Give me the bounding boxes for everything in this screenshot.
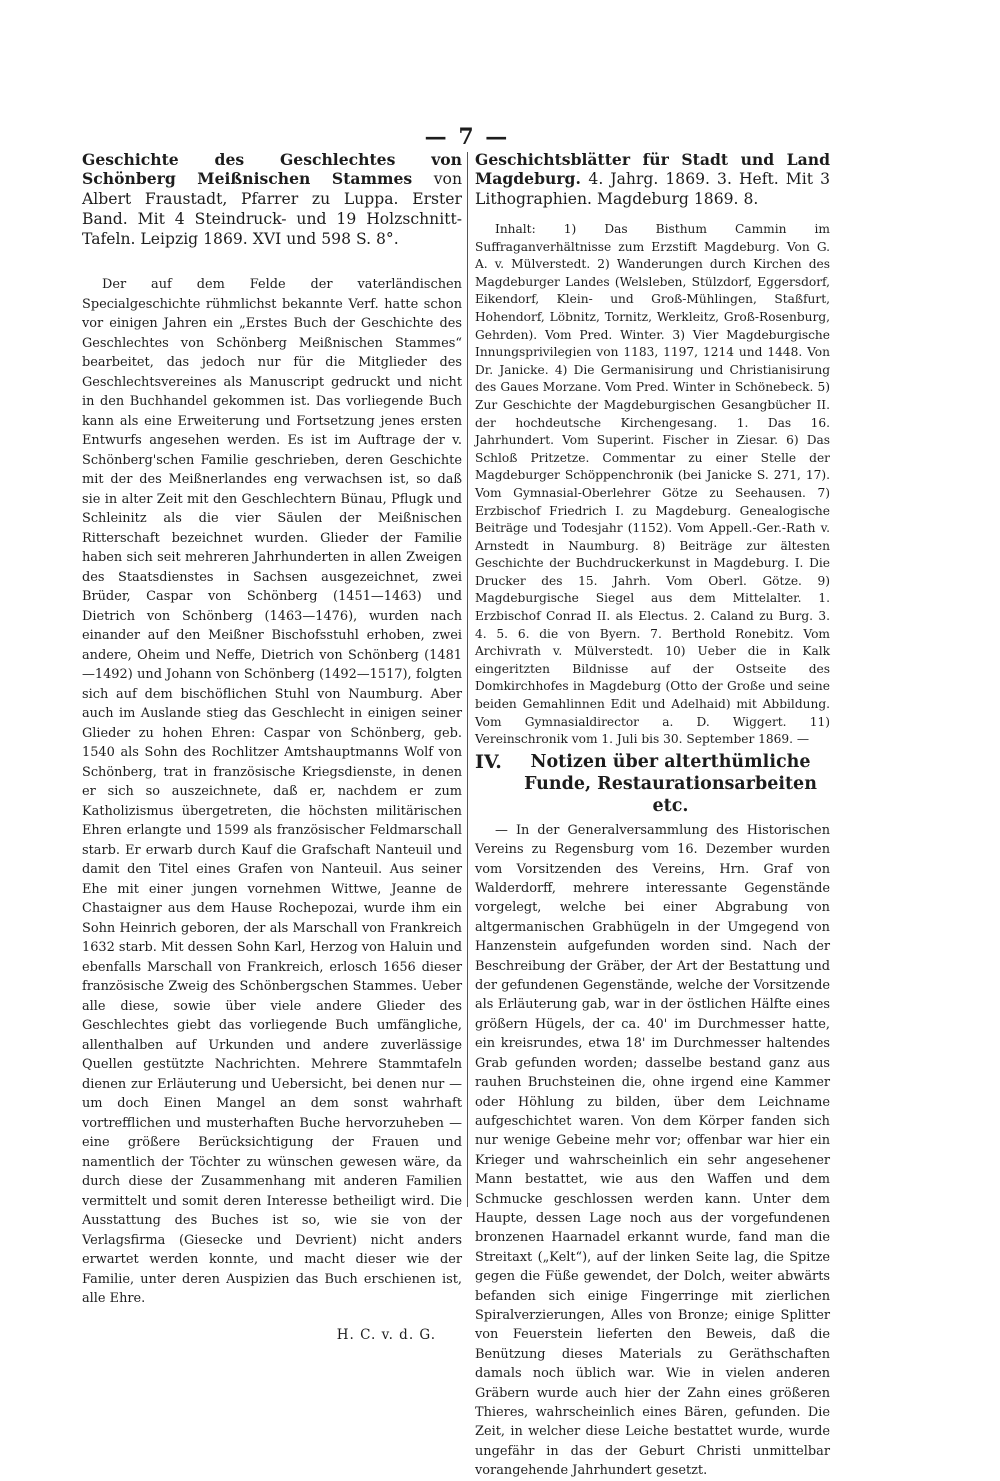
journal-bibliographic-details: 4. Jahrg. 1869. 3. Heft. Mit 3 Lithographien. Magdeburg 1869. 8. (475, 170, 830, 208)
review-signature: H. C. v. d. G. (336, 1326, 436, 1343)
book-title: Geschichte des Geschlechtes von Schönberg Meißnischen Stammes (82, 150, 462, 188)
journal-contents: Inhalt: 1) Das Bisthum Cammin im Suffraganverhältnisse zum Erzstift Magdeburg. Von G. A. v. Mülverstedt. 2) Wanderungen durch Kirchen des Magdeburger Landes (Welsleben, Stülzdorf, Eggersdorf, Eikendorf, Klein- und Groß-Mühlingen, Staßfurt, Hohendorf, Löbnitz, Tornitz, Werkleitz, Groß-Rosenburg, Gehrden). Vom Pred. Winter. 3) Vier Magdeburgische Innungsprivilegien von 1183, 1197, 1214 und 1448. Von Dr. Janicke. 4) Die Germanisirung und Christianisirung des Gaues Morzane. Vom Pred. Winter in Schönebeck. 5) Zur Geschichte der Magdeburgischen Gesangbücher II. der hochdeutsche Kirchengesang. 1. Das 16. Jahrhundert. Vom Superint. Fischer in Ziesar. 6) Das Schloß Pritzetze. Commentar zu einer Stelle der Magdeburger Schöppenchronik (bei Janicke S. 271, 17). Vom Gymnasial-Oberlehrer Götze zu Seehausen. 7) Erzbischof Friedrich I. zu Magdeburg. Genealogische Beiträge und Todesjahr (1152). Vom Appell.-Ger.-Rath v. Arnstedt in Naumburg. 8) Beiträge zur ältesten Geschichte der Buchdruckerkunst in Magdeburg. I. Die Drucker des 15. Jahrh. Vom Oberl. Götze. 9) Magdeburgische Siegel aus dem Mittelalter. 1. Erzbischof Conrad II. als Electus. 2. Caland zu Burg. 3. 4. 5. 6. die von Byern. 7. Berthold Ronebitz. Vom Archivrath v. Mülverstedt. 10) Ueber die in Kalk eingeritzten Bildnisse auf der Ostseite des Domkirchhofes in Magdeburg (Otto der Große und seine beiden Gemahlinnen Edit und Adelhaid) mit Abbildung. Vom Gymnasialdirector a. D. Wiggert. 11) Vereinschronik vom 1. Juli bis 30. September 1869. — (475, 222, 830, 747)
column-divider (467, 152, 468, 1207)
book-review-text: Der auf dem Felde der vaterländischen Specialgeschichte rühmlichst bekannte Verf. hatte schon vor einigen Jahren ein „Erstes Buch der Geschichte des Geschlechtes von Schönberg Meißnischen Stammes“ bearbeitet, das jedoch nur für die Mitglieder des Geschlechtsvereines als Manuscript gedruckt und nicht in den Buchhandel gekommen ist. Das vorliegende Buch kann als eine Erweiterung und Fortsetzung jenes ersten Entwurfs angesehen werden. Es ist im Auftrage der v. Schönberg'schen Familie geschrieben, deren Geschichte mit der des Meißnerlandes eng verwachsen ist, so daß sie in alter Zeit mit den Geschlechtern Bünau, Pflugk und Schleinitz als die vier Säulen der Meißnischen Ritterschaft bezeichnet wurden. Glieder der Familie haben sich seit mehreren Jahrhunderten in allen Zweigen des Staatsdienstes in Sachsen ausgezeichnet, zwei Brüder, Caspar von Schönberg (1451—1463) und Dietrich von Schönberg (1463—1476), wurden nach einander auf den Meißner Bischofsstuhl erhoben, zwei andere, Oheim und Neffe, Dietrich von Schönberg (1481—1492) und Johann von Schönberg (1492—1517), folgten sich auf dem bischöflichen Stuhl von Naumburg. Aber auch im Auslande stieg das Geschlecht in einigen seiner Glieder zu hohen Ehren: Caspar von Schönberg, geb. 1540 als Sohn des Rochlitzer Amtshauptmanns Wolf von Schönberg, trat in französische Kriegsdienste, in denen er sich so auszeichnete, daß er, nachdem er zum Katholizismus übergetreten, die höchsten militärischen Ehren erlangte und 1599 als französischer Feldmarschall starb. Er erwarb durch Kauf die Grafschaft Nanteuil und damit den Titel eines Grafen von Nanteuil. Aus seiner Ehe mit einer jungen vornehmen Wittwe, Jeanne de Chastaigner aus dem Hause Rochepozai, wurde ihm ein Sohn Heinrich geboren, der als Marschall von Frankreich 1632 starb. Mit dessen Sohn Karl, Herzog von Haluin und ebenfalls Marschall von Frankreich, erlosch 1656 dieser französische Zweig des Schönbergschen Stammes. Ueber alle diese, sowie über viele andere Glieder des Geschlechtes giebt das vorliegende Buch umfängliche, allenthalben auf Urkunden und andere zuverlässige Quellen gestützte Nachrichten. Mehrere Stammtafeln dienen zur Erläuterung und Uebersicht, bei denen nur — um doch Einen Mangel an dem sonst wahrhaft vortrefflichen und musterhaften Buche hervorzuheben — eine größere Berücksichtigung der Frauen und namentlich der Töchter zu wünschen gewesen wäre, da durch diese der Zusammenhang mit anderen Familien vermittelt und somit deren Interesse betheiligt wird. Die Ausstattung des Buches ist so, wie sie von der Verlagsfirma (Giesecke und Devrient) nicht anders erwartet werden konnte, und macht dieser wie der Familie, unter deren Auspizien das Buch erschienen ist, alle Ehre. (82, 277, 462, 1306)
page-number: — 7 — (424, 124, 510, 150)
section-number: IV. (475, 750, 502, 773)
journal-review-heading (475, 150, 830, 209)
book-bibliographic-details: von Albert Fraustadt, Pfarrer zu Luppa. Erster Band. Mit 4 Steindruck- und 19 Holzschnitt-Tafeln. Leipzig 1869. XVI und 598 S. 8°. (82, 170, 462, 248)
book-review-heading (82, 150, 462, 249)
left-column (82, 150, 462, 1343)
section-heading (475, 751, 830, 817)
section-title: Notizen über alterthümliche Funde, Restaurationsarbeiten etc. (524, 751, 817, 816)
section-body-text: — In der Generalversammlung des Historischen Vereins zu Regensburg vom 16. Dezember wurden vom Vorsitzenden des Vereins, Hrn. Graf von Walderdorff, mehrere interessante Gegenstände vorgelegt, welche bei einer Abgrabung von altgermanischen Grabhügeln in der Umgegend von Hanzenstein aufgefunden worden sind. Nach der Beschreibung der Gräber, der Art der Bestattung und der gefundenen Gegenstände, welche der Vorsitzende als Erläuterung gab, war in der östlichen Hälfte eines größern Hügels, der ca. 40' im Durchmesser hatte, ein kreisrundes, etwa 18' im Durchmesser haltendes Grab gefunden worden; dasselbe bestand ganz aus rauhen Bruchsteinen die, ohne irgend eine Kammer oder Höhlung zu bilden, über dem Leichname aufgeschichtet waren. Von dem Körper fanden sich nur wenige Gebeine mehr vor; offenbar war hier ein Krieger und wahrscheinlich ein sehr angesehener Mann bestattet, wie aus den Waffen und dem Schmucke geschlossen werden kann. Unter dem Haupte, dessen Lage noch aus der vorgefundenen bronzenen Haarnadel erkannt wurde, fand man die Streitaxt („Kelt“), auf der linken Seite lag, die Spitze gegen die Füße gewendet, der Dolch, weiter abwärts befanden sich einige Fingerringe mit zierlichen Spiralverzierungen, Alles von Bronze; einige Splitter von Feuerstein lieferten den Beweis, daß die Benützung dieses Materials zu Geräthschaften damals noch üblich war. Wie in vielen anderen Gräbern wurde auch hier der Zahn eines größeren Thieres, wahrscheinlich eines Bären, gefunden. Die Zeit, in welcher diese Leiche bestattet wurde, wurde ungefähr in das der Geburt Christi unmittelbar vorangehende Jahrhundert gesetzt. (475, 822, 830, 1479)
journal-title: Geschichtsblätter für Stadt und Land Magdeburg. (475, 150, 830, 188)
right-column (475, 150, 830, 1481)
